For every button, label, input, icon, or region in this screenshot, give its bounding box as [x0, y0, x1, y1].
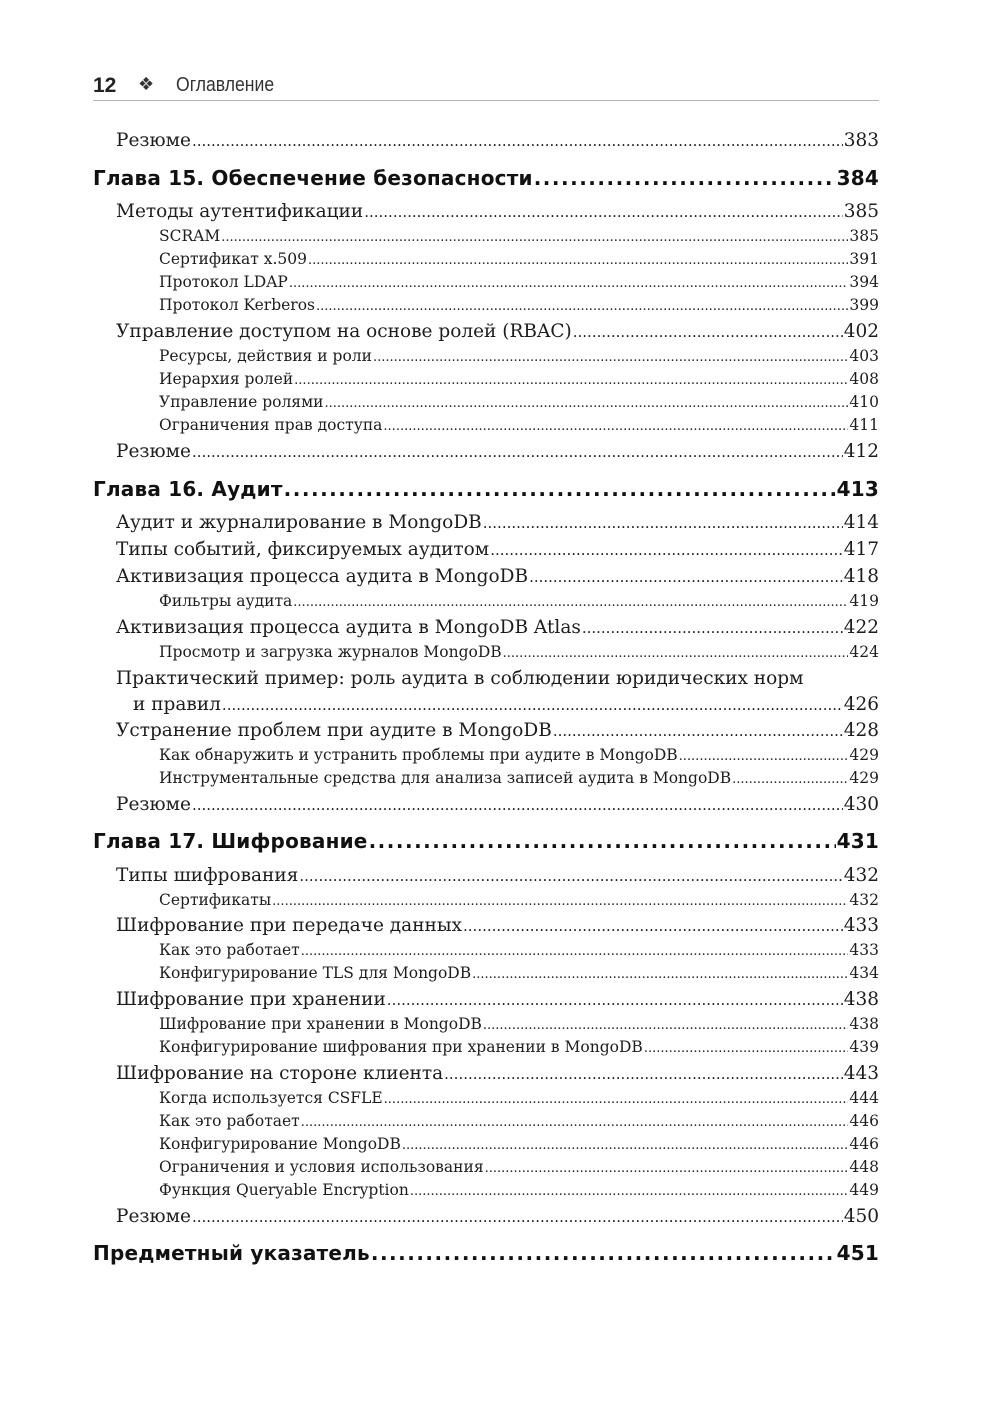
toc-subentry-title: Когда используется CSFLE — [159, 1089, 383, 1107]
toc-subentry — [159, 643, 879, 661]
toc-entry — [116, 1063, 879, 1084]
toc-subentry — [159, 1112, 879, 1130]
toc-entry-page: 433 — [843, 915, 879, 936]
toc-entry — [116, 321, 879, 342]
toc-subentry — [159, 393, 879, 411]
toc-entry-title: Типы шифрования — [116, 865, 299, 886]
toc-subentry — [159, 1135, 879, 1153]
toc-chapter — [93, 829, 879, 853]
toc-subentry-page: 385 — [849, 227, 879, 245]
toc-leader — [384, 1092, 849, 1107]
toc-leader — [364, 203, 842, 221]
toc-leader — [369, 829, 836, 853]
toc-chapter-title: Глава 15. Обеспечение безопасности — [93, 166, 533, 190]
toc-subentry-page: 439 — [849, 1038, 879, 1056]
toc-entry — [116, 865, 879, 886]
toc-subentry-page: 448 — [849, 1158, 879, 1176]
toc-entry-title: Шифрование на стороне клиента — [116, 1063, 444, 1084]
toc-leader — [483, 1018, 849, 1033]
toc-leader — [324, 396, 848, 411]
toc-entry-page: 385 — [843, 201, 879, 222]
toc-leader — [289, 276, 849, 291]
toc-subentry-page: 394 — [849, 273, 879, 291]
toc-entry-page: 438 — [843, 989, 879, 1010]
toc-subentry — [159, 891, 879, 909]
toc-entry — [116, 989, 879, 1010]
toc-entry — [116, 201, 879, 222]
toc-entry-page: 417 — [843, 539, 879, 560]
toc-subentry-title: Протокол LDAP — [159, 273, 288, 291]
toc-leader — [485, 1161, 849, 1176]
toc-subentry — [159, 1015, 879, 1033]
toc-entry-page: 432 — [843, 865, 879, 886]
toc-leader — [483, 514, 843, 532]
toc-entry-page: 443 — [843, 1063, 879, 1084]
toc-entry-title: Активизация процесса аудита в MongoDB Atlas — [116, 617, 581, 638]
toc-entry-title: Управление доступом на основе ролей (RBAC) — [116, 321, 572, 342]
toc-leader — [444, 1065, 843, 1083]
toc-entry-title: Типы событий, фиксируемых аудитом — [116, 539, 490, 560]
toc-entry — [116, 512, 879, 533]
toc-subentry-page: 438 — [849, 1015, 879, 1033]
ornament-diamond-icon: ❖ — [138, 74, 155, 94]
toc-leader — [192, 132, 843, 150]
toc-subentry-page: 444 — [849, 1089, 879, 1107]
toc-entry — [116, 794, 879, 815]
toc-subentry — [159, 592, 879, 610]
toc-leader — [301, 1115, 849, 1130]
toc-leader — [534, 166, 836, 190]
toc-leader — [463, 917, 843, 935]
toc-subentry-page: 410 — [849, 393, 879, 411]
toc-entry-title: Резюме — [116, 130, 191, 151]
toc-subentry-title: Фильтры аудита — [159, 592, 293, 610]
toc-subentry-page: 399 — [849, 296, 879, 314]
toc-leader — [373, 350, 848, 365]
toc-entry-page: 418 — [843, 566, 879, 587]
toc-entry — [116, 1206, 879, 1227]
toc-leader — [192, 443, 843, 461]
toc-subentry-title: Сертификаты — [159, 891, 272, 909]
toc-subentry — [159, 1038, 879, 1056]
toc-subentry — [159, 1089, 879, 1107]
toc-subentry — [159, 769, 879, 787]
toc-entry-title: Устранение проблем при аудите в MongoDB — [116, 720, 552, 741]
toc-subentry-page: 429 — [849, 746, 879, 764]
toc-entry — [116, 566, 879, 587]
toc-subentry-title: Конфигурирование шифрования при хранении в MongoDB — [159, 1038, 643, 1056]
toc-subentry-title: SCRAM — [159, 227, 221, 245]
toc-subentry-title: Конфигурирование TLS для MongoDB — [159, 964, 472, 982]
toc-subentry-title: Ресурсы, действия и роли — [159, 347, 372, 365]
toc-leader — [301, 944, 849, 959]
toc-entry-page: 430 — [843, 794, 879, 815]
toc-subentry — [159, 746, 879, 764]
toc-leader — [387, 991, 843, 1009]
toc-entry — [116, 539, 879, 560]
toc-leader — [308, 253, 848, 268]
toc-leader — [192, 1208, 843, 1226]
toc-leader — [299, 867, 842, 885]
toc-chapter — [93, 1241, 879, 1265]
toc-leader — [529, 568, 843, 586]
toc-subentry-page: 434 — [849, 964, 879, 982]
toc-subentry-title: Функция Queryable Encryption — [159, 1181, 409, 1199]
toc-entry — [116, 915, 879, 936]
toc-entry-page: 383 — [843, 130, 879, 151]
toc-leader — [316, 299, 848, 314]
toc-subentry-title: Как обнаружить и устранить проблемы при аудите в MongoDB — [159, 746, 678, 764]
toc-subentry — [159, 273, 879, 291]
toc-subentry — [159, 227, 879, 245]
toc-leader — [553, 722, 843, 740]
toc-entry-page: 414 — [843, 512, 879, 533]
toc-subentry-title: Иерархия ролей — [159, 370, 294, 388]
toc-subentry — [159, 416, 879, 434]
toc-subentry-title: Просмотр и загрузка журналов MongoDB — [159, 643, 502, 661]
toc-entry — [116, 441, 879, 462]
toc-subentry-page: 432 — [849, 891, 879, 909]
toc-leader — [644, 1041, 849, 1056]
toc-subentry-page: 411 — [849, 416, 879, 434]
toc-subentry-title: Как это работает — [159, 941, 300, 959]
toc-leader — [294, 373, 848, 388]
toc-entry-page: 422 — [843, 617, 879, 638]
toc-entry-title: Резюме — [116, 441, 191, 462]
toc-entry-title: Активизация процесса аудита в MongoDB — [116, 566, 529, 587]
toc-leader — [293, 595, 848, 610]
toc-leader — [503, 646, 849, 661]
toc-subentry-title: Инструментальные средства для анализа записей аудита в MongoDB — [159, 769, 732, 787]
toc-leader — [383, 419, 848, 434]
toc-subentry — [159, 347, 879, 365]
toc-entry-page: 402 — [843, 321, 879, 342]
toc-subentry — [159, 250, 879, 268]
toc-subentry — [159, 296, 879, 314]
toc-chapter-page: 451 — [836, 1241, 879, 1265]
toc-leader — [284, 477, 836, 501]
toc-leader — [272, 894, 848, 909]
toc-subentry-page: 408 — [849, 370, 879, 388]
toc-subentry — [159, 941, 879, 959]
toc-leader — [582, 619, 843, 637]
toc-chapter — [93, 477, 879, 501]
toc-entry-title: Методы аутентификации — [116, 201, 364, 222]
toc-subentry — [159, 1181, 879, 1199]
toc-subentry-title: Ограничения и условия использования — [159, 1158, 484, 1176]
page-number: 12 — [93, 74, 117, 97]
toc-subentry-title: Управление ролями — [159, 393, 324, 411]
toc-entry-title: Резюме — [116, 794, 191, 815]
toc-entry-page: 412 — [843, 441, 879, 462]
toc-subentry-page: 403 — [849, 347, 879, 365]
toc-leader — [732, 772, 848, 787]
toc-subentry-page: 429 — [849, 769, 879, 787]
toc-leader — [410, 1184, 849, 1199]
toc-leader — [573, 323, 843, 341]
toc-entry — [116, 130, 879, 151]
toc-entry-title-line1: Практический пример: роль аудита в соблюдении юридических норм — [116, 668, 804, 689]
toc-subentry-title: Сертификат x.509 — [159, 250, 308, 268]
toc-entry-page: 426 — [843, 694, 879, 715]
toc-leader — [371, 1241, 836, 1265]
toc-chapter-page: 413 — [836, 477, 879, 501]
toc-subentry — [159, 964, 879, 982]
toc-subentry-title: Ограничения прав доступа — [159, 416, 383, 434]
toc-chapter-title: Глава 16. Аудит — [93, 477, 283, 501]
toc-entry — [116, 720, 879, 741]
toc-entry-page: 428 — [843, 720, 879, 741]
toc-subentry-page: 433 — [849, 941, 879, 959]
toc-entry — [116, 617, 879, 638]
toc-leader — [221, 230, 848, 245]
toc-leader — [222, 696, 843, 714]
toc-chapter-title: Глава 17. Шифрование — [93, 829, 368, 853]
toc-entry — [133, 694, 879, 715]
toc-entry-title: Аудит и журналирование в MongoDB — [116, 512, 482, 533]
toc-subentry-title: Как это работает — [159, 1112, 300, 1130]
toc-chapter-page: 431 — [836, 829, 879, 853]
toc-entry-page: 450 — [843, 1206, 879, 1227]
toc-leader — [192, 796, 843, 814]
toc-subentry-title: Шифрование при хранении в MongoDB — [159, 1015, 482, 1033]
toc-leader — [490, 541, 842, 559]
toc-subentry-title: Протокол Kerberos — [159, 296, 316, 314]
toc-subentry-page: 446 — [849, 1112, 879, 1130]
toc-chapter-page: 384 — [836, 166, 879, 190]
running-title: Оглавление — [176, 74, 275, 96]
toc-subentry-page: 424 — [849, 643, 879, 661]
toc-leader — [402, 1138, 849, 1153]
toc-subentry-title: Конфигурирование MongoDB — [159, 1135, 401, 1153]
toc-leader — [679, 749, 849, 764]
toc-entry-title: Шифрование при хранении — [116, 989, 386, 1010]
toc-subentry-page: 449 — [849, 1181, 879, 1199]
toc-subentry-page: 446 — [849, 1135, 879, 1153]
toc-entry-title: Резюме — [116, 1206, 191, 1227]
toc-entry-title-line2: и правил — [133, 694, 221, 715]
toc-chapter-title: Предметный указатель — [93, 1241, 370, 1265]
toc-leader — [472, 967, 848, 982]
toc-chapter — [93, 166, 879, 190]
toc-subentry-page: 419 — [849, 592, 879, 610]
toc-subentry — [159, 370, 879, 388]
toc-entry-title: Шифрование при передаче данных — [116, 915, 463, 936]
toc-subentry-page: 391 — [849, 250, 879, 268]
toc-subentry — [159, 1158, 879, 1176]
